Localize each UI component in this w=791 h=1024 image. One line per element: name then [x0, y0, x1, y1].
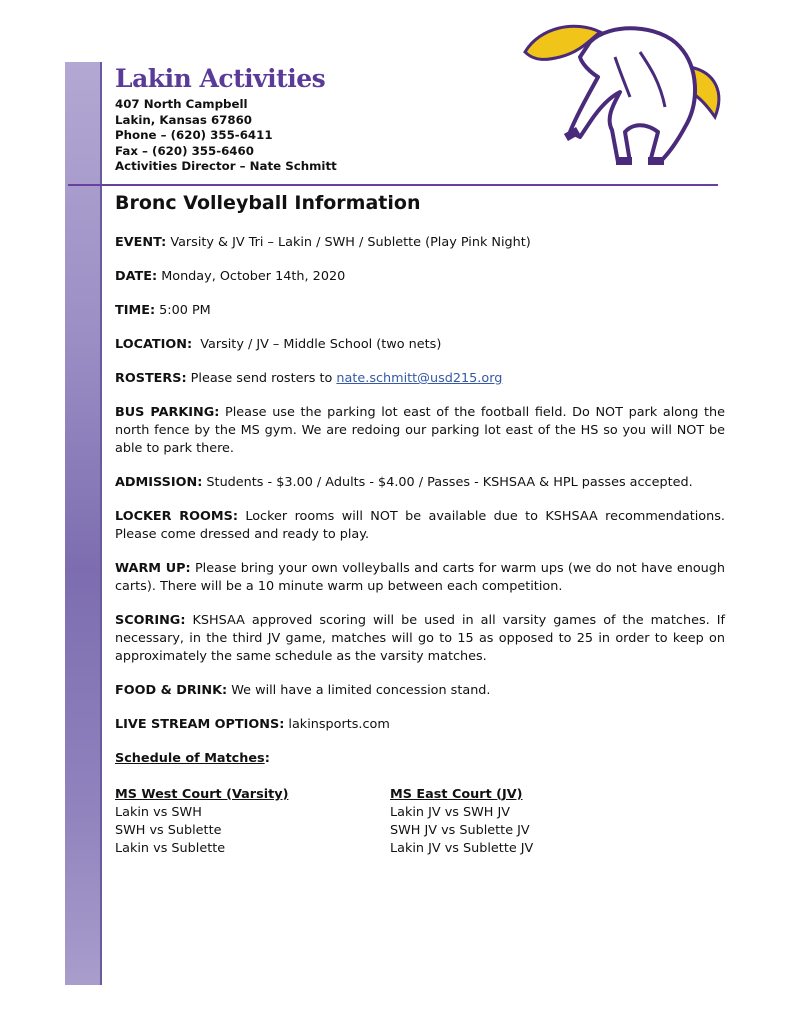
field-value: Monday, October 14th, 2020: [157, 269, 346, 284]
field-label: LOCATION:: [115, 337, 193, 352]
field-value: Students - $3.00 / Adults - $4.00 / Passes - KSHSAA & HPL passes accepted.: [202, 475, 693, 490]
field-value: Please bring your own volleyballs and carts for warm ups (we do not have enough carts). There will be a 10 minute warm up between each competition.: [115, 561, 725, 594]
field-warm-up: [115, 560, 725, 596]
field-scoring: [115, 612, 725, 666]
director-line: Activities Director – Nate Schmitt: [115, 159, 337, 173]
field-label: LOCKER ROOMS:: [115, 509, 238, 524]
field-value: lakinsports.com: [284, 717, 390, 732]
field-label: DATE:: [115, 269, 158, 284]
field-event: [115, 234, 725, 252]
field-label: LIVE STREAM OPTIONS:: [115, 717, 285, 732]
field-label: SCORING:: [115, 613, 186, 628]
field-admission: [115, 474, 725, 492]
address-line: Lakin, Kansas 67860: [115, 112, 253, 127]
letterhead: [115, 64, 337, 175]
field-locker-rooms: [115, 508, 725, 544]
schedule-colon: :: [264, 751, 270, 766]
field-value: Please use the parking lot east of the football field. Do NOT park along the north fence by the MS gym. We are redoing our parking lot east of the HS so you will NOT be able to park there.: [115, 405, 725, 456]
field-rosters: [115, 370, 725, 388]
field-date: [115, 268, 725, 286]
schedule-columns: [115, 786, 725, 866]
field-label: ADMISSION:: [115, 475, 203, 490]
east-court-column: [390, 786, 533, 858]
match-item: Lakin vs Sublette: [115, 841, 226, 856]
field-food-drink: [115, 682, 725, 700]
organization-name: Lakin Activities: [115, 64, 326, 93]
field-value: Varsity / JV – Middle School (two nets): [192, 337, 442, 352]
field-time: [115, 302, 725, 320]
document-body: [115, 190, 725, 866]
field-live-stream: [115, 716, 725, 734]
roster-email-link[interactable]: nate.schmitt@usd215.org: [336, 371, 503, 386]
field-label: WARM UP:: [115, 561, 191, 576]
match-item: SWH vs Sublette: [115, 823, 222, 838]
field-label: EVENT:: [115, 235, 167, 250]
field-value: KSHSAA approved scoring will be used in all varsity games of the matches. If necessary, in the third JV game, matches will go to 15 as opposed to 25 in order to keep on approximately the same schedule as the varsity matches.: [115, 613, 725, 664]
match-item: SWH JV vs Sublette JV: [390, 823, 530, 838]
field-label: TIME:: [115, 303, 156, 318]
schedule-title: Schedule of Matches: [115, 751, 265, 766]
bronco-mascot-icon: [520, 12, 730, 172]
field-label: ROSTERS:: [115, 371, 187, 386]
field-value: Please send rosters to: [186, 371, 337, 386]
field-label: BUS PARKING:: [115, 405, 220, 420]
field-value: Locker rooms will NOT be available due to KSHSAA recommendations. Please come dressed and ready to play.: [115, 509, 725, 542]
west-court-column: [115, 786, 288, 858]
field-location: [115, 336, 725, 354]
match-item: Lakin JV vs Sublette JV: [390, 841, 534, 856]
west-court-heading: MS West Court (Varsity): [115, 787, 289, 802]
match-item: Lakin vs SWH: [115, 805, 202, 820]
phone-line: Phone – (620) 355-6411: [115, 128, 273, 142]
match-item: Lakin JV vs SWH JV: [390, 805, 511, 820]
schedule-heading: [115, 750, 725, 768]
field-value: We will have a limited concession stand.: [227, 683, 491, 698]
field-bus-parking: [115, 404, 725, 458]
page-title: Bronc Volleyball Information: [115, 192, 421, 214]
field-value: Varsity & JV Tri – Lakin / SWH / Sublette (Play Pink Night): [166, 235, 531, 250]
field-label: FOOD & DRINK:: [115, 683, 228, 698]
decorative-sidebar: [65, 62, 102, 985]
fax-line: Fax – (620) 355-6460: [115, 143, 254, 158]
east-court-heading: MS East Court (JV): [390, 787, 523, 802]
field-value: 5:00 PM: [155, 303, 211, 318]
header-divider: [68, 184, 718, 186]
address-line: 407 North Campbell: [115, 97, 248, 111]
